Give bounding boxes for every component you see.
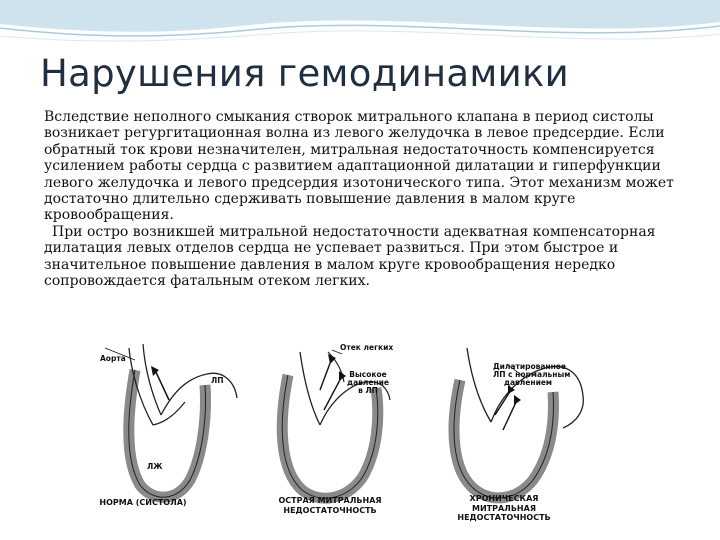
- label-high-pressure: [346, 371, 390, 395]
- label-line: Дилатированное: [493, 362, 567, 371]
- decorative-wave-header: [0, 0, 720, 60]
- body-text: [44, 109, 694, 289]
- label-line: в ЛП: [358, 386, 378, 395]
- caption-line: НЕДОСТАТОЧНОСТЬ: [283, 505, 377, 515]
- paragraph-2: При остро возникшей митральной недостаточности адекватная компенсаторная дилатация левых отделов сердца не успевает развиться. При этом быстрое и значительное повышение давления в малом круге кровообращения нередко сопровождается фатальным отеком легких.: [44, 223, 656, 290]
- caption-line: ХРОНИЧЕСКАЯ: [469, 494, 539, 503]
- label-dilated-la: [493, 362, 571, 387]
- label-line: Высокое: [349, 370, 387, 379]
- caption-acute: [266, 496, 394, 515]
- label-line: давление: [347, 378, 389, 387]
- label-lv: ЛЖ: [147, 462, 163, 471]
- panel-chronic: [445, 330, 615, 530]
- panel-normal: [95, 330, 265, 530]
- caption-line: НЕДОСТАТОЧНОСТЬ: [457, 513, 551, 522]
- panel-acute: [270, 330, 440, 530]
- caption-line: МИТРАЛЬНАЯ: [472, 503, 536, 513]
- label-la: ЛП: [211, 376, 224, 385]
- caption-line: ОСТРАЯ МИТРАЛЬНАЯ: [278, 496, 382, 505]
- caption-normal: [93, 498, 193, 508]
- label-aorta: Аорта: [100, 354, 126, 363]
- heart-diagrams-figure: [95, 330, 615, 530]
- label-line: ЛП с нормальным: [493, 370, 571, 379]
- caption-line: НОРМА (СИСТОЛА): [99, 498, 187, 507]
- slide-title: Нарушения гемодинамики: [40, 52, 569, 95]
- label-edema: Отек легких: [340, 343, 394, 352]
- caption-chronic: [451, 494, 557, 523]
- label-line: давлением: [503, 378, 553, 387]
- paragraph-1: Вследствие неполного смыкания створок митрального клапана в период систолы возникает регургитационная волна из левого желудочка в левое предсердие. Если обратный ток крови незначителен, митральная недостаточность компенсируется усилением работы сердца с развитием адаптационной дилатации и гиперфункции левого желудочка и левого предсердия изотонического типа. Этот механизм может достаточно длительно сдерживать повышение давления в малом круге кровообращения.: [44, 109, 674, 224]
